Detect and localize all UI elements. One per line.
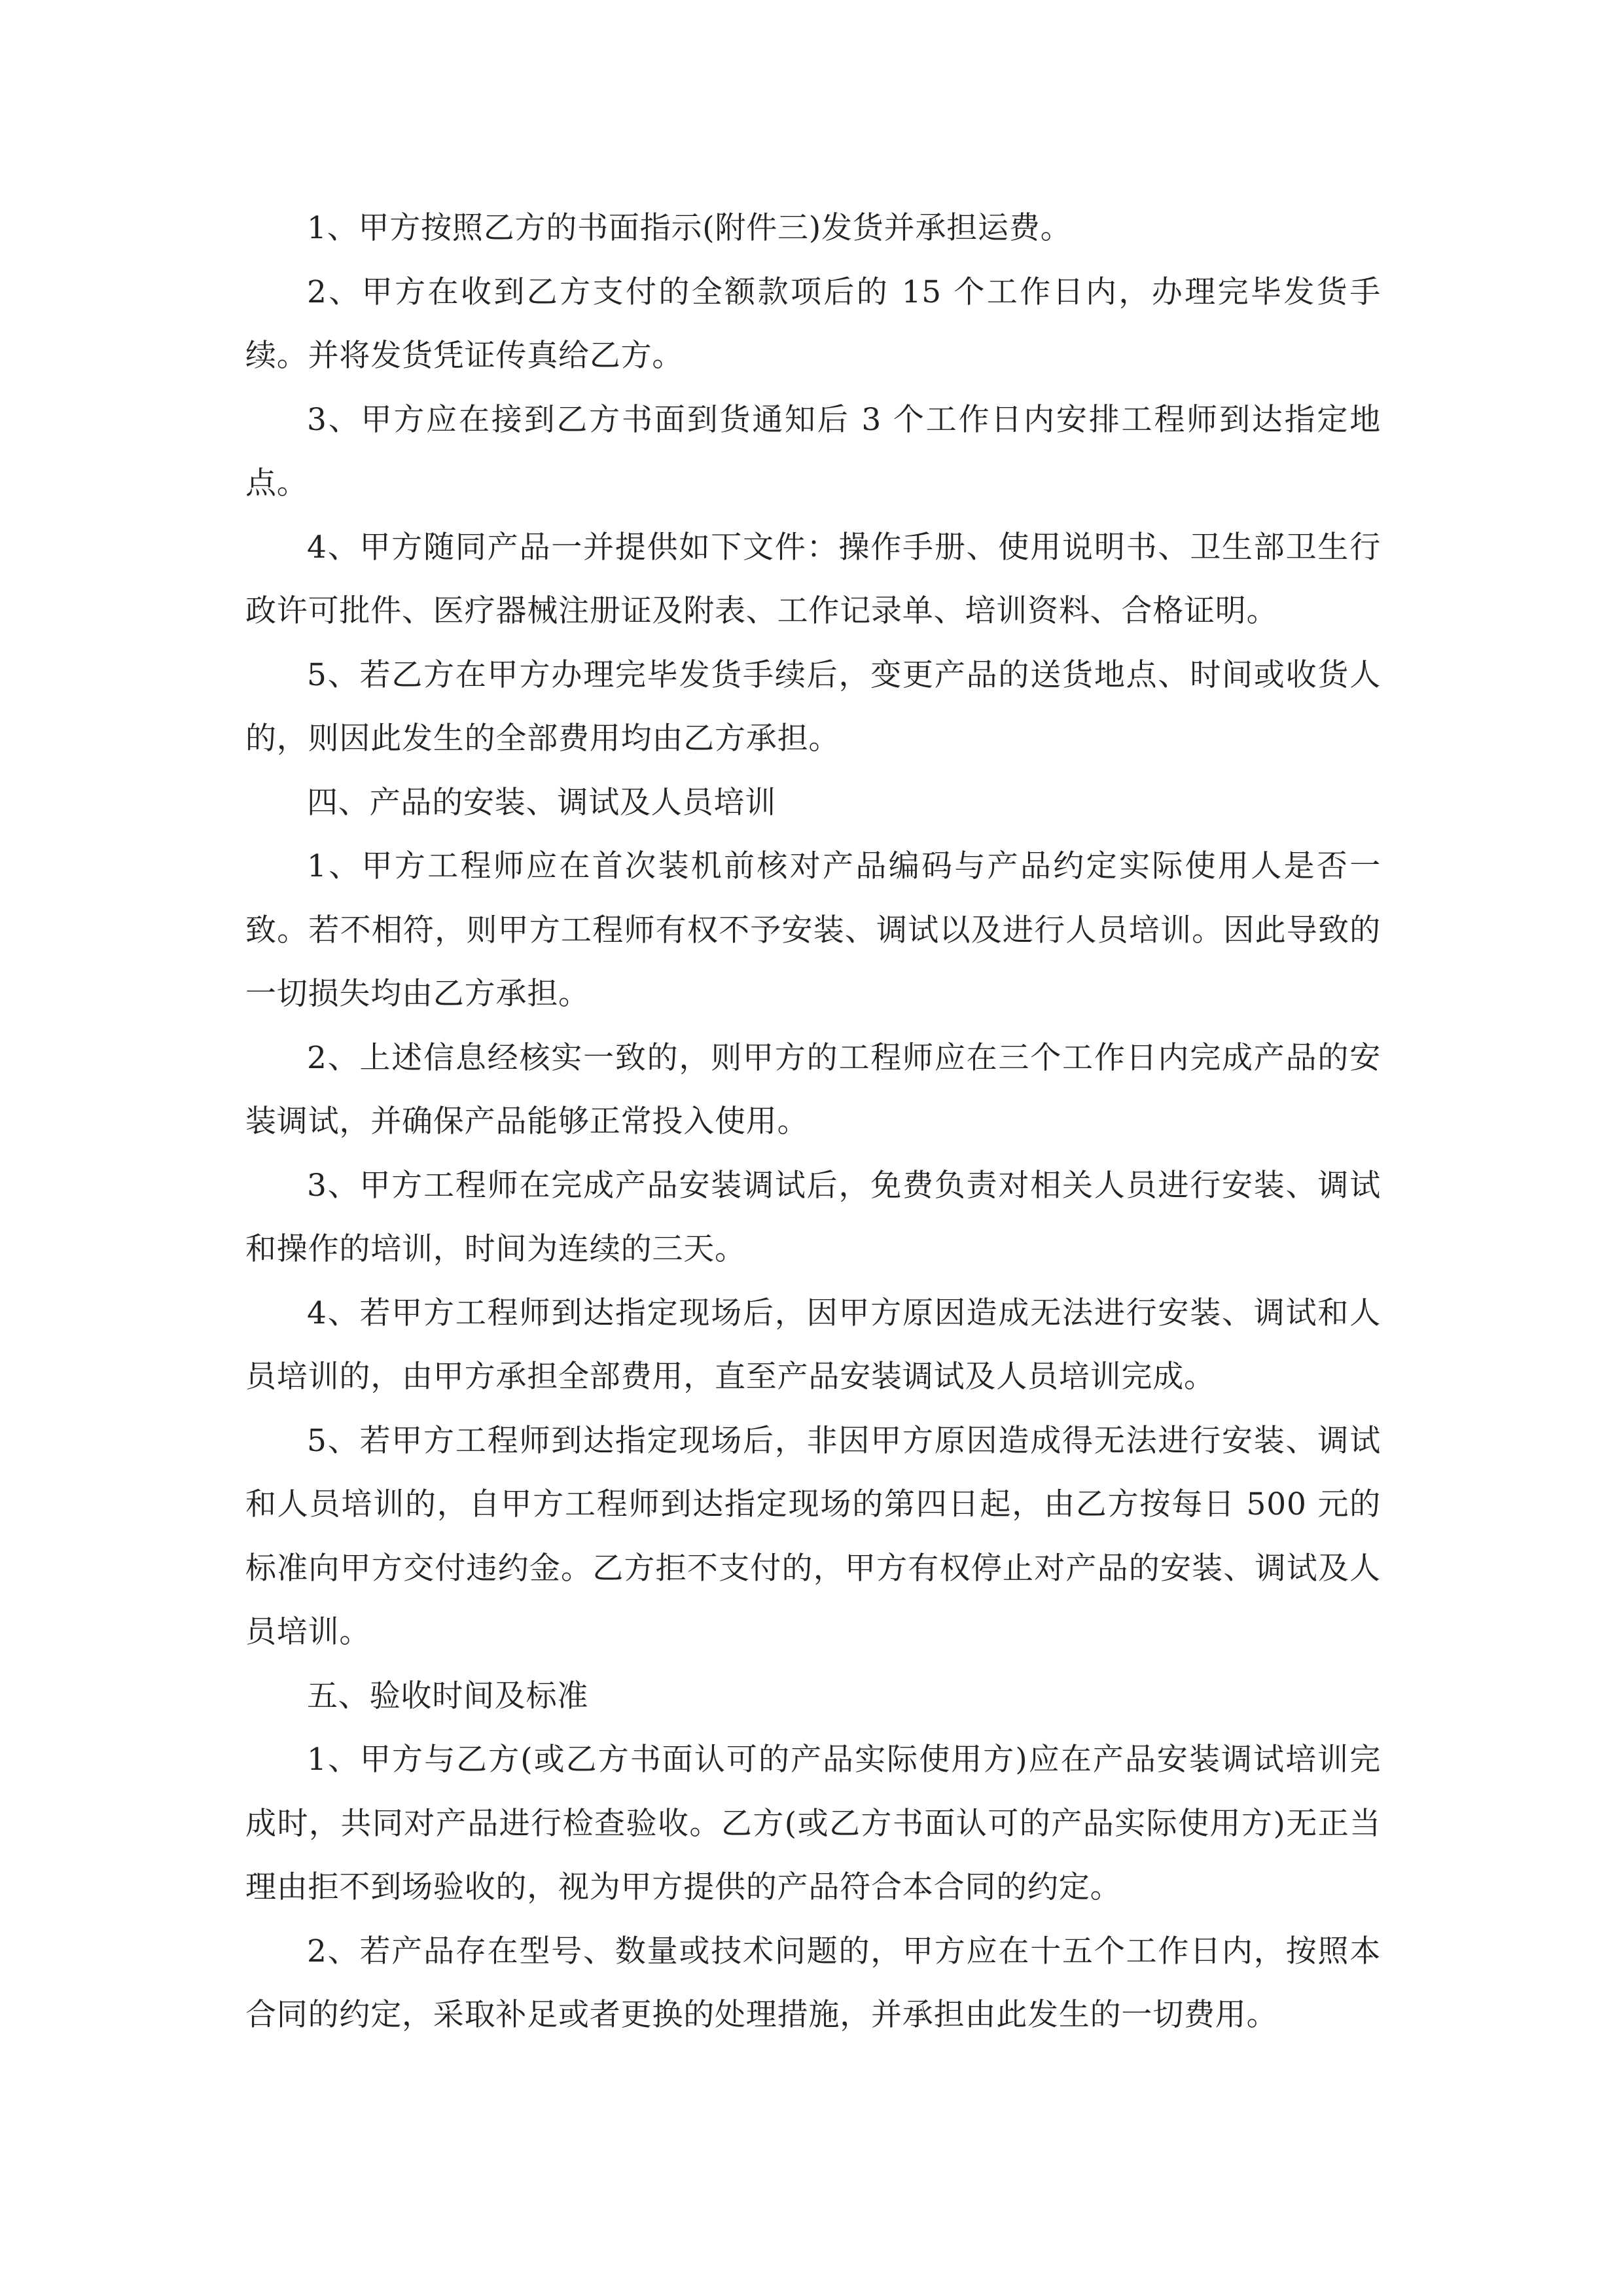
section-heading-installation: 四、产品的安装、调试及人员培训 xyxy=(307,784,776,821)
paragraph-acceptance-1: 1、甲方与乙方(或乙方书面认可的产品实际使用方)应在产品安装调试培训完成时，共同对产品进行检查验收。乙方(或乙方书面认可的产品实际使用方)无正当理由拒不到场验收的，视为甲方提供的产品符合本合同的约定。 xyxy=(245,1742,1381,1905)
paragraph-delivery-4: 4、甲方随同产品一并提供如下文件：操作手册、使用说明书、卫生部卫生行政许可批件、医疗器械注册证及附表、工作记录单、培训资料、合格证明。 xyxy=(245,529,1381,629)
paragraph-acceptance-2: 2、若产品存在型号、数量或技术问题的，甲方应在十五个工作日内，按照本合同的约定，采取补足或者更换的处理措施，并承担由此发生的一切费用。 xyxy=(245,1933,1381,2033)
paragraph-delivery-1: 1、甲方按照乙方的书面指示(附件三)发货并承担运费。 xyxy=(307,210,1072,246)
paragraph-delivery-3: 3、甲方应在接到乙方书面到货通知后 3 个工作日内安排工程师到达指定地点。 xyxy=(245,401,1381,501)
paragraph-installation-4: 4、若甲方工程师到达指定现场后，因甲方原因造成无法进行安装、调试和人员培训的，由甲方承担全部费用，直至产品安装调试及人员培训完成。 xyxy=(245,1295,1381,1395)
paragraph-installation-5: 5、若甲方工程师到达指定现场后，非因甲方原因造成得无法进行安装、调试和人员培训的，自甲方工程师到达指定现场的第四日起，由乙方按每日 500 元的标准向甲方交付违约金。乙方拒不支付的，甲方有权停止对产品的安装、调试及人员培训。 xyxy=(245,1422,1381,1650)
paragraph-delivery-5: 5、若乙方在甲方办理完毕发货手续后，变更产品的送货地点、时间或收货人的，则因此发生的全部费用均由乙方承担。 xyxy=(245,656,1381,757)
paragraph-installation-2: 2、上述信息经核实一致的，则甲方的工程师应在三个工作日内完成产品的安装调试，并确保产品能够正常投入使用。 xyxy=(245,1039,1381,1139)
paragraph-delivery-2: 2、甲方在收到乙方支付的全额款项后的 15 个工作日内，办理完毕发货手续。并将发货凭证传真给乙方。 xyxy=(245,274,1381,374)
paragraph-installation-1: 1、甲方工程师应在首次装机前核对产品编码与产品约定实际使用人是否一致。若不相符，则甲方工程师有权不予安装、调试以及进行人员培训。因此导致的一切损失均由乙方承担。 xyxy=(245,848,1381,1012)
paragraph-installation-3: 3、甲方工程师在完成产品安装调试后，免费负责对相关人员进行安装、调试和操作的培训，时间为连续的三天。 xyxy=(245,1167,1381,1267)
section-heading-acceptance: 五、验收时间及标准 xyxy=(307,1677,589,1714)
document-body xyxy=(245,196,1381,2047)
